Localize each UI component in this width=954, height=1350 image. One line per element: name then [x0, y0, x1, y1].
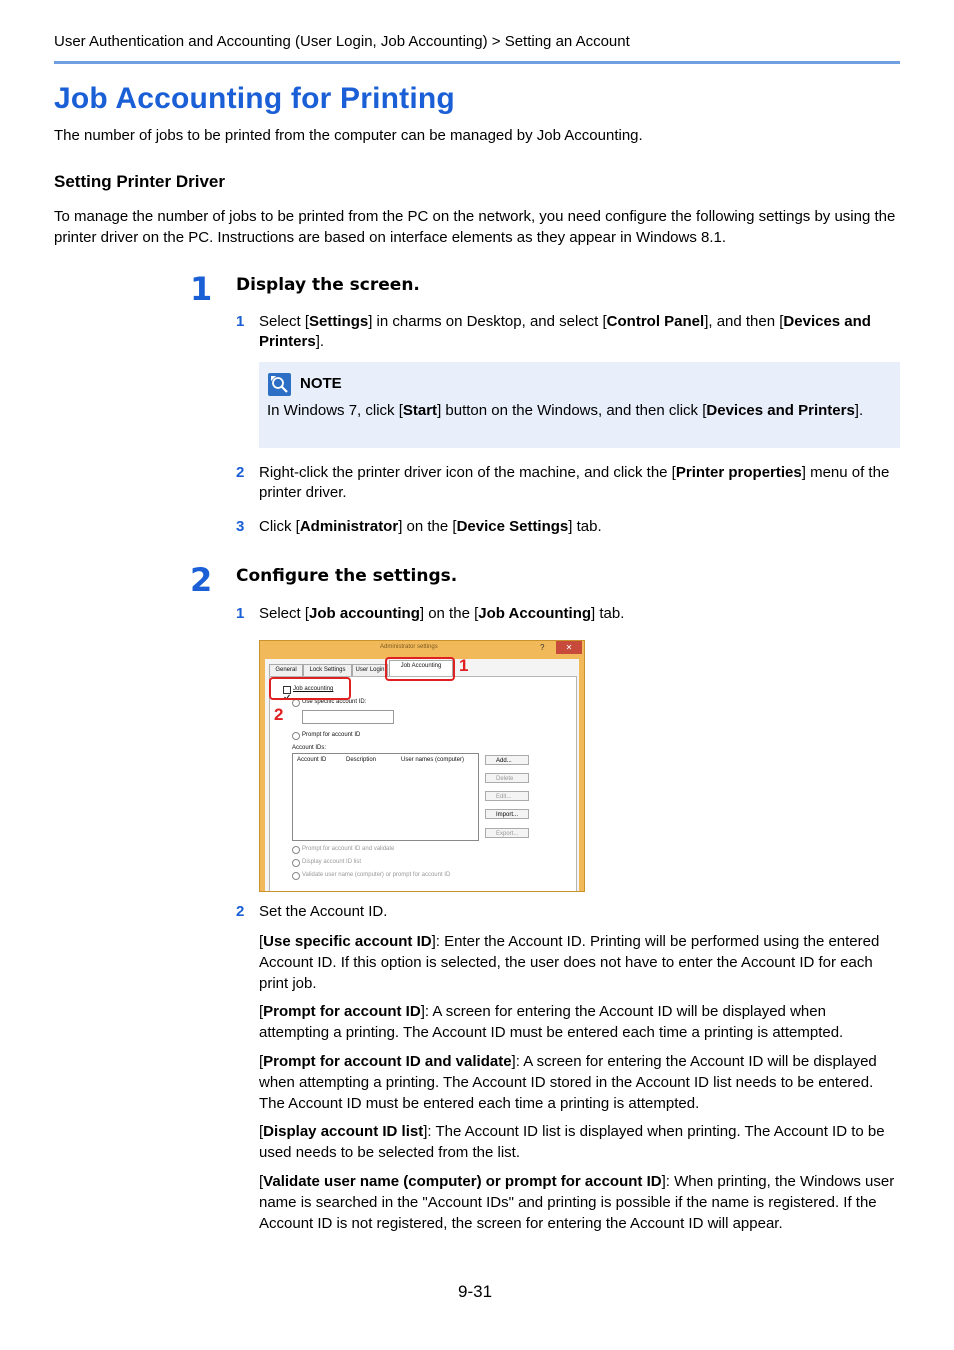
prompt-radio[interactable]: [292, 732, 300, 740]
callout-number-2: 2: [274, 705, 284, 724]
add-button[interactable]: Add...: [485, 755, 529, 765]
step-2-sub-2-number: 2: [236, 903, 245, 920]
validate-user-radio[interactable]: [292, 872, 300, 880]
import-button[interactable]: Import...: [485, 809, 529, 819]
tab-panel: [269, 676, 577, 892]
tab-general[interactable]: General: [269, 664, 303, 677]
callout-number-1: 1: [459, 656, 469, 675]
close-button[interactable]: ✕: [556, 641, 582, 654]
step-1-sub-3-number: 3: [236, 518, 245, 535]
callout-box-2: [269, 677, 351, 700]
section-paragraph: To manage the number of jobs to be printed from the PC on the network, you need configure the following settings by using the printer driver on the PC. Instructions are based on interface elements as they appear in Windows 8.1.: [54, 208, 896, 246]
dialog-screenshot: [259, 640, 585, 892]
option-prompt: [Prompt for account ID]: A screen for entering the Account ID will be displayed when attempting a printing. The Account ID must be entered each time a printing is attempted.: [259, 1003, 844, 1041]
step-1-title: Display the screen.: [236, 275, 420, 295]
option-validate-user: [Validate user name (computer) or prompt for account ID]: When printing, the Windows user name is searched in the "Account IDs" and printing is possible if the name is registered. If the Account ID is not registered, the screen for entering the Account ID will appear.: [259, 1173, 895, 1232]
job-accounting-label: Job accounting: [293, 686, 334, 692]
page-number: 9-31: [458, 1282, 493, 1301]
step-1-sub-1-number: 1: [236, 313, 245, 330]
step-2-sub-1-number: 1: [236, 605, 245, 622]
step-2-title: Configure the settings.: [236, 566, 458, 586]
column-account-id: Account ID: [297, 757, 327, 763]
callout-box-1: [385, 657, 455, 681]
validate-user-label: Validate user name (computer) or prompt for account ID: [302, 872, 451, 878]
account-ids-label: Account IDs:: [292, 745, 327, 751]
step-1-sub-2-number: 2: [236, 464, 245, 481]
note-icon: [268, 373, 291, 396]
prompt-validate-radio[interactable]: [292, 846, 300, 854]
intro-text: The number of jobs to be printed from the computer can be managed by Job Accounting.: [54, 127, 643, 144]
tab-lock-settings[interactable]: Lock Settings: [303, 664, 352, 677]
prompt-validate-label: Prompt for account ID and validate: [302, 846, 395, 852]
page-title: Job Accounting for Printing: [54, 82, 455, 115]
delete-button[interactable]: Delete: [485, 773, 529, 783]
option-prompt-validate: [Prompt for account ID and validate]: A screen for entering the Account ID will be displayed when attempting a printing. The Account ID stored in the Account ID list needs to be entered. The Account ID must be entered each time a printing is attempted.: [259, 1053, 877, 1112]
display-list-label: Display account ID list: [302, 859, 362, 865]
account-ids-list[interactable]: [292, 753, 479, 841]
account-id-input[interactable]: [302, 710, 394, 724]
tab-job-accounting[interactable]: Job Accounting: [389, 660, 453, 677]
option-use-specific: [Use specific account ID]: Enter the Account ID. Printing will be performed using the entered Account ID. If this option is selected, the user does not have to enter the Account ID for each print job.: [259, 933, 880, 992]
note-label: NOTE: [300, 375, 342, 392]
use-specific-label: Use specific account ID:: [302, 699, 367, 705]
step-2-number: 2: [190, 561, 213, 599]
section-heading: Setting Printer Driver: [54, 172, 225, 191]
step-1-sub-2-text: Right-click the printer driver icon of the machine, and click the [Printer properties] menu of the printer driver.: [259, 464, 890, 501]
help-button[interactable]: ?: [540, 643, 545, 652]
use-specific-radio[interactable]: [292, 699, 300, 707]
step-1-number: 1: [190, 270, 213, 308]
breadcrumb: User Authentication and Accounting (User Login, Job Accounting) > Setting an Account: [54, 33, 630, 50]
display-list-radio[interactable]: [292, 859, 300, 867]
edit-button[interactable]: Edit...: [485, 791, 529, 801]
step-2-sub-2-text: Set the Account ID.: [259, 903, 388, 920]
step-1-sub-1-text: Select [Settings] in charms on Desktop, and select [Control Panel], and then [Devices and Printers].: [259, 313, 871, 350]
step-1-sub-3-text: Click [Administrator] on the [Device Settings] tab.: [259, 518, 602, 535]
export-button[interactable]: Export...: [485, 828, 529, 838]
note-text: In Windows 7, click [Start] button on the Windows, and then click [Devices and Printers].: [267, 402, 864, 419]
column-description: Description: [346, 757, 377, 763]
prompt-label: Prompt for account ID: [302, 732, 361, 738]
option-display-list: [Display account ID list]: The Account ID list is displayed when printing. The Account ID to be used needs to be selected from the list.: [259, 1123, 885, 1161]
column-user-names: User names (computer): [401, 757, 465, 763]
header-rule: [54, 61, 900, 64]
step-2-sub-1-text: Select [Job accounting] on the [Job Accounting] tab.: [259, 605, 625, 622]
tab-user-login[interactable]: User Login: [352, 664, 388, 677]
dialog-title: Administrator settings: [380, 644, 438, 650]
